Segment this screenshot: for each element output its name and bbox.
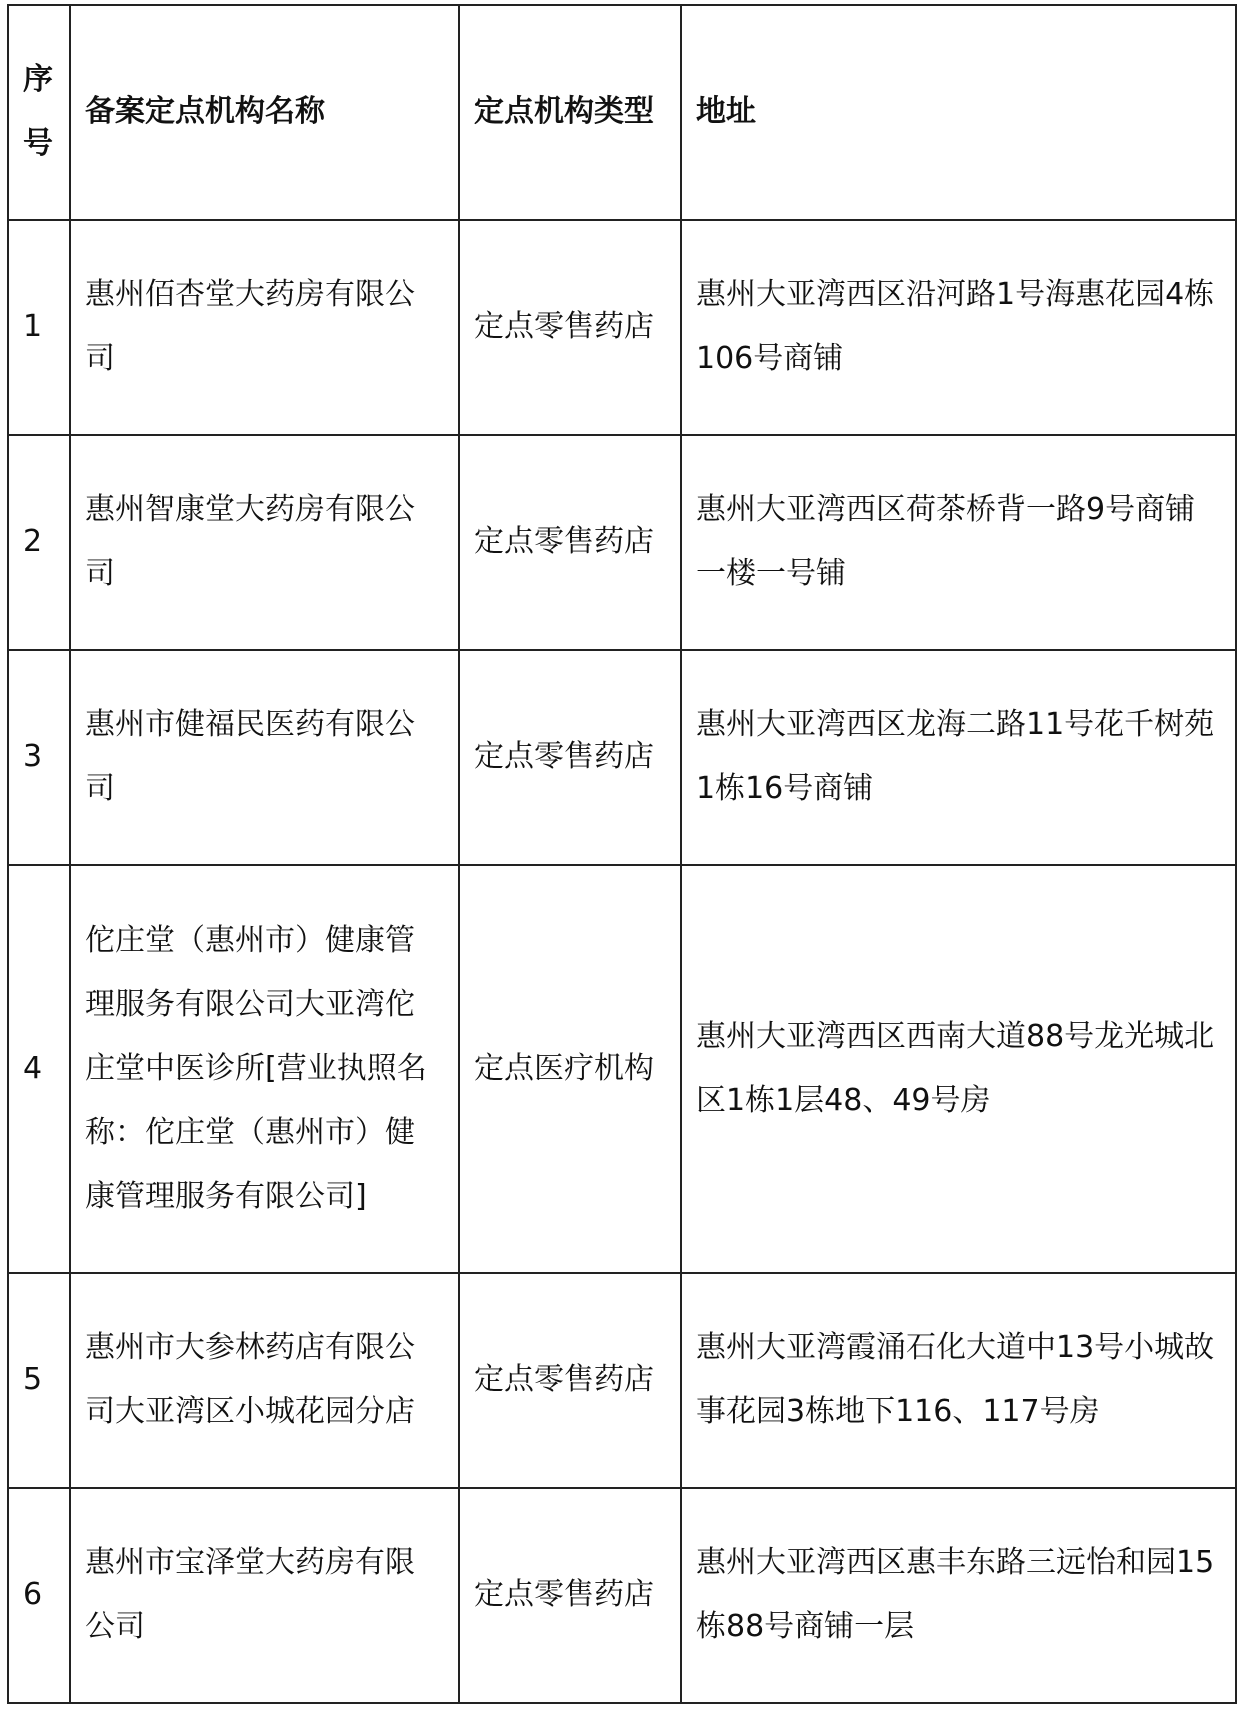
table-header-row — [8, 5, 1236, 220]
row-institution-name: 惠州佰杏堂大药房有限公司 — [70, 220, 459, 435]
row-institution-type: 定点零售药店 — [459, 650, 681, 865]
table-row — [8, 220, 1236, 435]
table-row — [8, 865, 1236, 1273]
row-institution-type: 定点零售药店 — [459, 220, 681, 435]
row-address: 惠州大亚湾西区沿河路1号海惠花园4栋106号商铺 — [681, 220, 1236, 435]
header-institution-name: 备案定点机构名称 — [70, 5, 459, 220]
institution-table-container — [7, 4, 1235, 1704]
header-address: 地址 — [681, 5, 1236, 220]
row-address: 惠州大亚湾霞涌石化大道中13号小城故事花园3栋地下116、117号房 — [681, 1273, 1236, 1488]
row-address: 惠州大亚湾西区惠丰东路三远怡和园15栋88号商铺一层 — [681, 1488, 1236, 1703]
table-row — [8, 435, 1236, 650]
row-serial-number: 6 — [8, 1488, 70, 1703]
row-institution-type: 定点零售药店 — [459, 435, 681, 650]
row-serial-number: 3 — [8, 650, 70, 865]
row-institution-name: 惠州智康堂大药房有限公司 — [70, 435, 459, 650]
table-row — [8, 650, 1236, 865]
row-institution-name: 佗庄堂（惠州市）健康管理服务有限公司大亚湾佗庄堂中医诊所[营业执照名称：佗庄堂（惠州市）健康管理服务有限公司] — [70, 865, 459, 1273]
row-serial-number: 4 — [8, 865, 70, 1273]
row-address: 惠州大亚湾西区西南大道88号龙光城北区1栋1层48、49号房 — [681, 865, 1236, 1273]
row-serial-number: 5 — [8, 1273, 70, 1488]
row-serial-number: 2 — [8, 435, 70, 650]
row-institution-type: 定点医疗机构 — [459, 865, 681, 1273]
row-institution-type: 定点零售药店 — [459, 1488, 681, 1703]
row-institution-name: 惠州市健福民医药有限公司 — [70, 650, 459, 865]
table-row — [8, 1273, 1236, 1488]
row-institution-name: 惠州市宝泽堂大药房有限公司 — [70, 1488, 459, 1703]
row-institution-type: 定点零售药店 — [459, 1273, 681, 1488]
row-serial-number: 1 — [8, 220, 70, 435]
row-institution-name: 惠州市大参林药店有限公司大亚湾区小城花园分店 — [70, 1273, 459, 1488]
table-row — [8, 1488, 1236, 1703]
designated-institutions-table — [7, 4, 1237, 1704]
header-serial-number: 序号 — [8, 5, 70, 220]
header-institution-type: 定点机构类型 — [459, 5, 681, 220]
row-address: 惠州大亚湾西区荷茶桥背一路9号商铺一楼一号铺 — [681, 435, 1236, 650]
row-address: 惠州大亚湾西区龙海二路11号花千树苑1栋16号商铺 — [681, 650, 1236, 865]
